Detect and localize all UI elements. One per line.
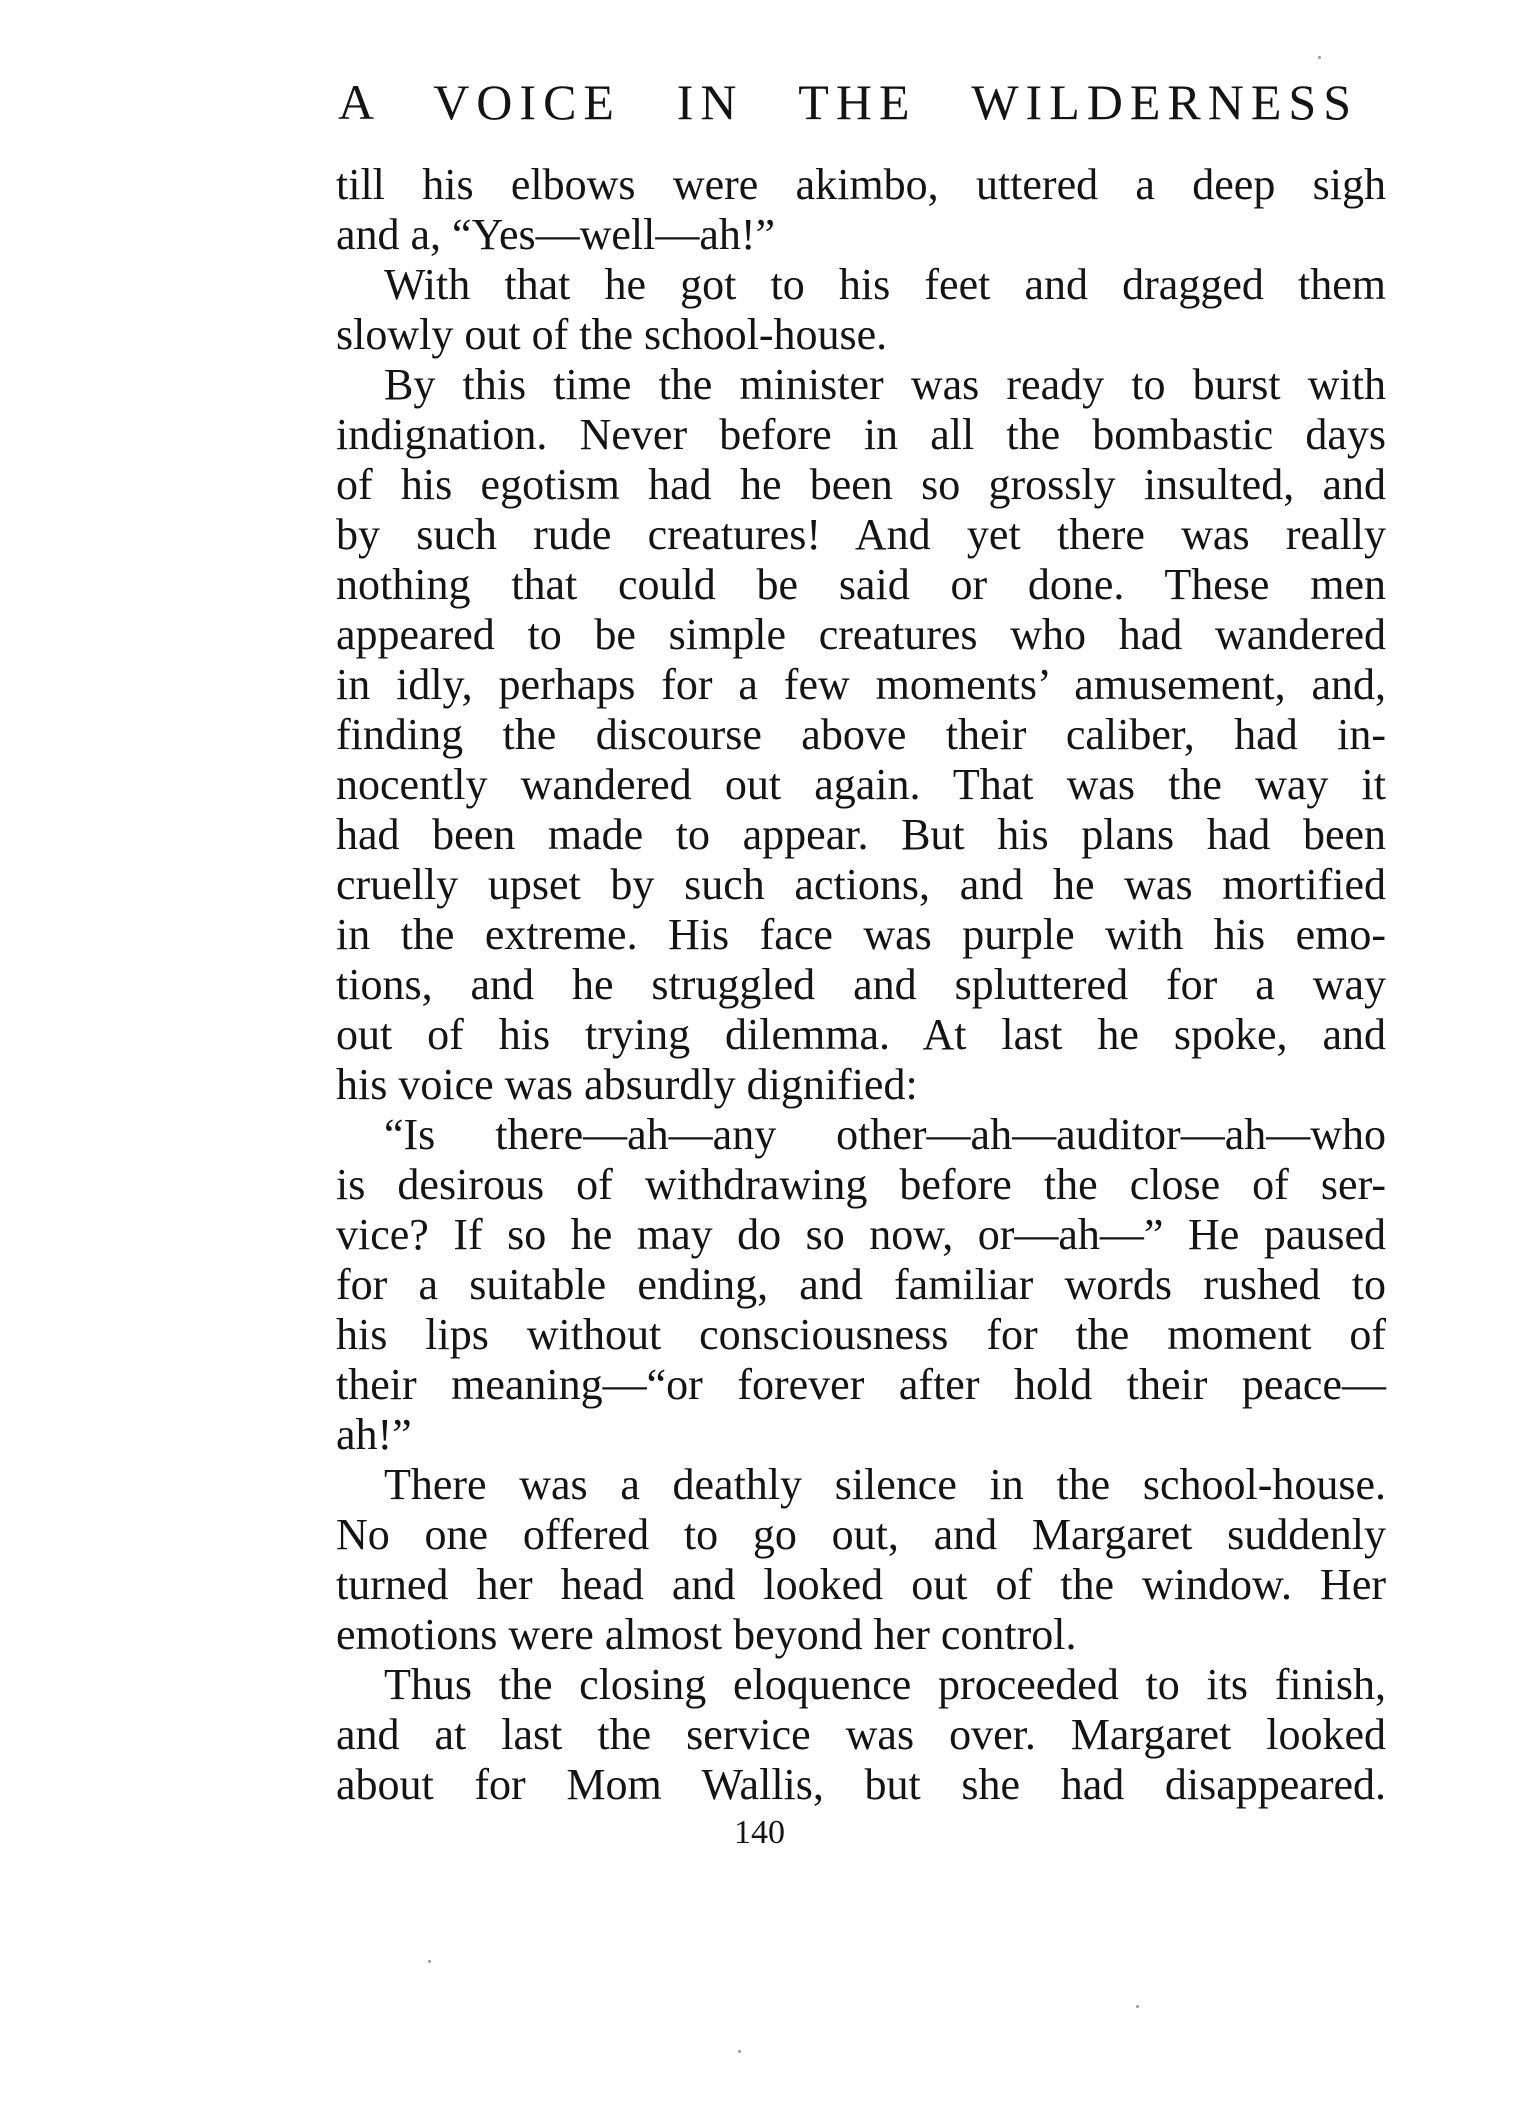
text-line: “Is there—ah—any other—ah—auditor—ah—who xyxy=(384,1110,1386,1159)
text-line: for a suitable ending, and familiar words rushed to xyxy=(336,1260,1386,1309)
text-line: turned her head and looked out of the window. Her xyxy=(336,1560,1386,1609)
text-line: emotions were almost beyond her control. xyxy=(336,1610,1077,1659)
text-line: out of his trying dilemma. At last he spoke, and xyxy=(336,1010,1386,1059)
text-line: nocently wandered out again. That was the way it xyxy=(336,760,1386,809)
text-line: till his elbows were akimbo, uttered a deep sigh xyxy=(336,160,1386,209)
text-line: about for Mom Wallis, but she had disappeared. xyxy=(336,1760,1386,1809)
text-line: Thus the closing eloquence proceeded to its finish, xyxy=(384,1660,1386,1709)
text-line: his lips without consciousness for the moment of xyxy=(336,1310,1386,1359)
text-line: With that he got to his feet and dragged them xyxy=(384,260,1386,309)
body-text xyxy=(336,160,1386,1810)
text-line: slowly out of the school-house. xyxy=(336,310,888,359)
running-head: A VOICE IN THE WILDERNESS xyxy=(338,74,1358,130)
paper-speck xyxy=(1318,56,1321,59)
text-line: There was a deathly silence in the school-house. xyxy=(384,1460,1386,1509)
text-line: nothing that could be said or done. These men xyxy=(336,560,1386,609)
text-line: cruelly upset by such actions, and he was mortified xyxy=(336,860,1386,909)
text-line: tions, and he struggled and spluttered for a way xyxy=(336,960,1386,1009)
text-line: vice? If so he may do so now, or—ah—” He paused xyxy=(336,1210,1386,1259)
text-line: in the extreme. His face was purple with his emo- xyxy=(336,910,1386,959)
paper-speck xyxy=(1136,2005,1139,2008)
paper-speck xyxy=(738,2050,741,2053)
paper-speck xyxy=(428,1960,431,1963)
text-line: indignation. Never before in all the bombastic days xyxy=(336,410,1386,459)
text-line: his voice was absurdly dignified: xyxy=(336,1060,918,1109)
text-line: and at last the service was over. Margaret looked xyxy=(336,1710,1386,1759)
text-line: finding the discourse above their caliber, had in- xyxy=(336,710,1386,759)
text-line: By this time the minister was ready to burst with xyxy=(384,360,1386,409)
text-line: is desirous of withdrawing before the close of ser- xyxy=(336,1160,1386,1209)
text-line: their meaning—“or forever after hold their peace— xyxy=(336,1360,1386,1409)
text-line: of his egotism had he been so grossly insulted, and xyxy=(336,460,1386,509)
text-line: had been made to appear. But his plans had been xyxy=(336,810,1386,859)
page-number: 140 xyxy=(734,1814,785,1851)
text-line: ah!” xyxy=(336,1410,412,1459)
text-line: appeared to be simple creatures who had wandered xyxy=(336,610,1386,659)
text-line: and a, “Yes—well—ah!” xyxy=(336,210,776,259)
text-line: in idly, perhaps for a few moments’ amusement, and, xyxy=(336,660,1386,709)
text-line: No one offered to go out, and Margaret suddenly xyxy=(336,1510,1386,1559)
text-line: by such rude creatures! And yet there was really xyxy=(336,510,1386,559)
